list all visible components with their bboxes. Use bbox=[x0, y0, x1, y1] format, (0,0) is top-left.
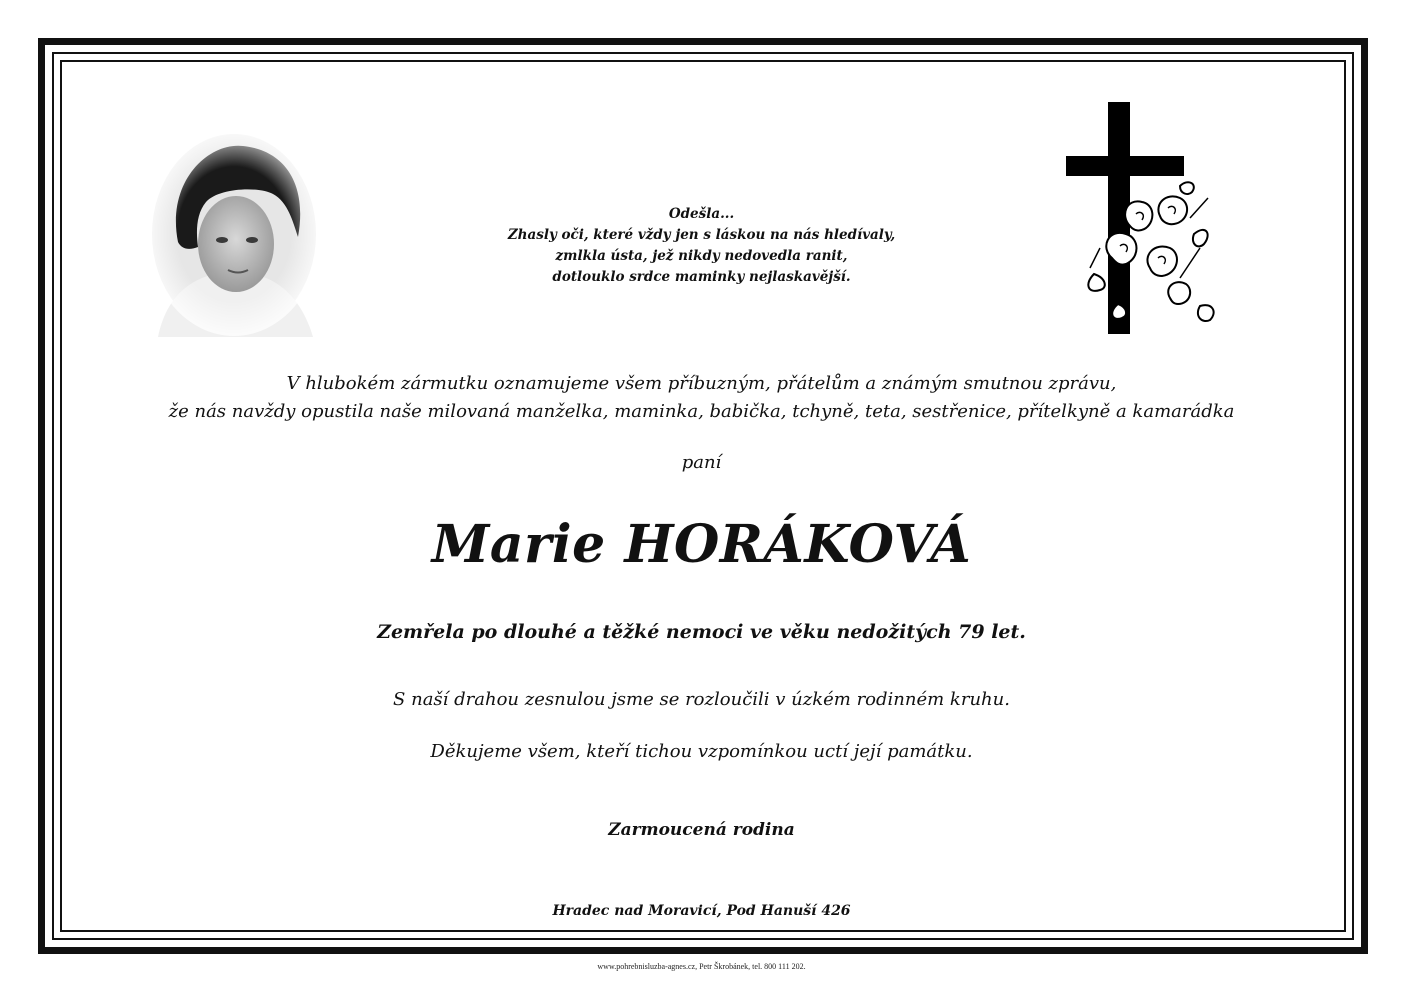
poem-line: Odešla... bbox=[668, 206, 735, 222]
thanks-text: Děkujeme všem, kteří tichou vzpomínkou uctí její památku. bbox=[430, 741, 973, 762]
poem-line: zmlkla ústa, jež nikdy nedovedla ranit, bbox=[555, 248, 848, 264]
address: Hradec nad Moravicí, Pod Hanuší 426 bbox=[552, 903, 851, 919]
poem-line: Zhasly oči, které vždy jen s láskou na nás hledívaly, bbox=[507, 227, 896, 243]
announcement bbox=[0, 370, 1403, 426]
salutation: paní bbox=[681, 452, 722, 473]
signature: Zarmoucená rodina bbox=[608, 820, 795, 840]
footer-credit: www.pohrebnisluzba-agnes.cz, Petr Škrobánek, tel. 800 111 202. bbox=[597, 962, 806, 971]
poem bbox=[0, 204, 1403, 288]
announcement-line-2: že nás navždy opustila naše milovaná manželka, maminka, babička, tchyně, teta, sestřenice, přítelkyně a kamarádka bbox=[168, 401, 1235, 422]
poem-line: dotlouklo srdce maminky nejlaskavější. bbox=[552, 269, 851, 285]
deceased-name: Marie HORÁKOVÁ bbox=[431, 514, 972, 575]
announcement-line-1: V hlubokém zármutku oznamujeme všem příbuzným, přátelům a známým smutnou zprávu, bbox=[286, 373, 1117, 394]
farewell-text: S naší drahou zesnulou jsme se rozloučili v úzkém rodinném kruhu. bbox=[393, 689, 1010, 710]
death-note: Zemřela po dlouhé a těžké nemoci ve věku nedožitých 79 let. bbox=[377, 621, 1026, 643]
